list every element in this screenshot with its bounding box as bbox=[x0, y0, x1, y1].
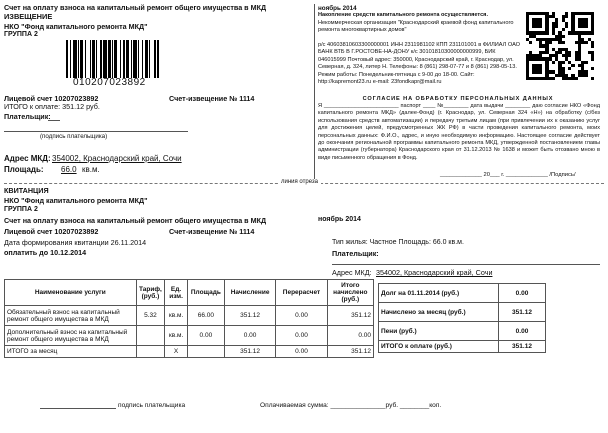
consent-sign-line: _____________ 20___ г. _____________ /Подпись/ bbox=[440, 172, 576, 178]
charges-header-row bbox=[5, 280, 374, 306]
notice-payer-sign: (подпись плательщика) bbox=[40, 133, 108, 140]
notice-group: ГРУППА 2 bbox=[4, 31, 38, 38]
cell-charge: 351.12 bbox=[224, 306, 275, 326]
col-header-service: Наименование услуги bbox=[5, 280, 137, 306]
receipt-invoice: Счет-извещение № 1114 bbox=[169, 227, 255, 236]
cell-area bbox=[187, 346, 224, 358]
notice-area-value: 66.0 bbox=[61, 165, 77, 174]
receipt-address-label: Адрес МКД: bbox=[332, 268, 372, 277]
col-header-recalc: Перерасчет bbox=[276, 280, 327, 306]
cell-recalc: 0.00 bbox=[276, 306, 327, 326]
notice-section: ИЗВЕЩЕНИЕ bbox=[4, 12, 53, 21]
notice-org: НКО "Фонд капитального ремонта МКД" bbox=[4, 22, 148, 31]
cell-unit: кв.м. bbox=[165, 326, 188, 346]
cell-service: Обязательный взнос на капитальный ремонт общего имущества в МКД bbox=[5, 306, 137, 326]
notice-area-unit: кв.м. bbox=[82, 165, 100, 174]
table-row bbox=[5, 306, 374, 326]
col-header-tariff: Тариф, (руб.) bbox=[136, 280, 165, 306]
notice-total: ИТОГО к оплате: 351.12 руб. bbox=[4, 102, 100, 111]
cell-total: 351.12 bbox=[327, 346, 373, 358]
cell-tariff bbox=[136, 326, 165, 346]
info-org: Некоммерческая организация "Краснодарский краевой фонд капитального ремонта многоквартирных домов" bbox=[318, 20, 514, 34]
cell-recalc: 0.00 bbox=[276, 326, 327, 346]
col-header-area: Площадь bbox=[187, 280, 224, 306]
summary-row bbox=[379, 303, 546, 322]
summary-value: 0.00 bbox=[499, 322, 546, 341]
cell-area: 66.00 bbox=[187, 306, 224, 326]
summary-row bbox=[379, 322, 546, 341]
cell-tariff: 5.32 bbox=[136, 306, 165, 326]
receipt-pay-until: оплатить до 10.12.2014 bbox=[4, 248, 87, 257]
notice-title: Счет на оплату взноса на капитальный ремонт общего имущества в МКД bbox=[4, 3, 267, 12]
receipt-payer-sign: подпись плательщика bbox=[118, 402, 186, 409]
qr-code-image bbox=[526, 12, 594, 80]
receipt-paid-sum: Оплачиваемая сумма: _______________руб. ________коп. bbox=[260, 402, 442, 409]
cell-service: ИТОГО за месяц bbox=[5, 346, 137, 358]
cell-unit: Х bbox=[165, 346, 188, 358]
receipt-payer: Плательщик: bbox=[332, 249, 379, 258]
notice-address-value: 354002, Краснодарский край, Сочи bbox=[52, 154, 182, 163]
notice-payer: Плательщик: bbox=[4, 112, 51, 121]
cell-unit: кв.м. bbox=[165, 306, 188, 326]
summary-label: Пени (руб.) bbox=[379, 322, 499, 341]
summary-value: 0.00 bbox=[499, 284, 546, 303]
consent-title: СОГЛАСИЕ НА ОБРАБОТКУ ПЕРСОНАЛЬНЫХ ДАННЫХ bbox=[362, 96, 554, 102]
summary-table bbox=[378, 283, 546, 353]
table-row bbox=[5, 326, 374, 346]
cell-recalc: 0.00 bbox=[276, 346, 327, 358]
cell-service: Дополнительный взнос на капитальный ремонт общего имущества в МКД bbox=[5, 326, 137, 346]
info-month: ноябрь 2014 bbox=[318, 5, 357, 12]
cell-area: 0.00 bbox=[187, 326, 224, 346]
summary-value: 351.12 bbox=[499, 341, 546, 353]
cell-total: 0.00 bbox=[327, 326, 373, 346]
charges-table bbox=[4, 279, 374, 358]
cell-charge: 0.00 bbox=[224, 326, 275, 346]
receipt-org: НКО "Фонд капитального ремонта МКД" bbox=[4, 196, 148, 205]
info-bank: р/с 40603810603300000001 ИНН 2311981102 КПП 231101001 в ФИЛИАЛ ОАО БАНК ВТБ В Г.РОСТОВЕ-НА-ДОНУ к/с 30101810300000000999, БИК 046015999 Почтовый адрес: 350000, Краснодарский край, г. Краснодар, ул. Северная, д. 324, литер Н. Телефоны: 8 (861) 298-07-77 и 8 (861) 298-05-13. Режим работы: Понедельник-пятница с 9-00 до 18-00. Сайт: http://kapremont23.ru e-mail: 23fondkapr@mail.ru bbox=[318, 42, 521, 86]
receipt-group: ГРУППА 2 bbox=[4, 206, 38, 213]
notice-area-label: Площадь: bbox=[4, 165, 44, 174]
cut-line-label: линия отреза bbox=[278, 179, 321, 185]
receipt-dwelling: Тип жилья: Частное Площадь: 66.0 кв.м. bbox=[332, 239, 464, 246]
notice-account: Лицевой счет 10207023892 bbox=[4, 94, 99, 103]
receipt-formed: Дата формирования квитанции 26.11.2014 bbox=[4, 238, 147, 247]
receipt-title: Счет на оплату взноса на капитальный ремонт общего имущества в МКД bbox=[4, 216, 267, 225]
summary-label: Начислено за месяц (руб.) bbox=[379, 303, 499, 322]
summary-row bbox=[379, 341, 546, 353]
table-row-total bbox=[5, 346, 374, 358]
consent-text: Я ________________________ паспорт ____ №________ дата выдачи ________ даю согласие НКО «Фонд капитального ремонта МКД» (далее-Фонд) (г. Краснодар, ул. Северная 324 «Н») на обработку (с/без использования средств автоматизации) и передачу третьим лицам (при привлечении их к оказанию услуг для достижения целей, предусмотренных ЖК РФ) в части проведения капитального ремонта, моих персональных данных: Ф.И.О., адрес, и иную необходимую информацию. Настоящее согласие действует до окончания региональной программы капитального ремонта МКД, утвержденной постановлением главы администрации (губернатора) Краснодарского края от 31.12.2013 № 1638 и может быть отозвано мною в виде письменного обращения в Фонд. bbox=[318, 103, 600, 161]
barcode-number: 010207023892 bbox=[73, 77, 146, 88]
receipt-address-value: 354002, Краснодарский край, Сочи bbox=[376, 268, 493, 277]
col-header-charge: Начисление bbox=[224, 280, 275, 306]
summary-label: ИТОГО к оплате (руб.) bbox=[379, 341, 499, 353]
receipt-section: КВИТАНЦИЯ bbox=[4, 186, 49, 195]
summary-value: 351.12 bbox=[499, 303, 546, 322]
info-heading: Накопление средств капитального ремонта осуществляется. bbox=[318, 12, 489, 18]
summary-row bbox=[379, 284, 546, 303]
notice-address-label: Адрес МКД: bbox=[4, 154, 51, 163]
col-header-unit: Ед. изм. bbox=[165, 280, 188, 306]
receipt-account: Лицевой счет 10207023892 bbox=[4, 227, 99, 236]
cell-total: 351.12 bbox=[327, 306, 373, 326]
receipt-month: ноябрь 2014 bbox=[318, 216, 361, 223]
cell-charge: 351.12 bbox=[224, 346, 275, 358]
notice-invoice: Счет-извещение № 1114 bbox=[169, 94, 255, 103]
barcode-image bbox=[66, 40, 160, 78]
cell-tariff bbox=[136, 346, 165, 358]
col-header-total: Итого начислено (руб.) bbox=[327, 280, 373, 306]
summary-label: Долг на 01.11.2014 (руб.) bbox=[379, 284, 499, 303]
